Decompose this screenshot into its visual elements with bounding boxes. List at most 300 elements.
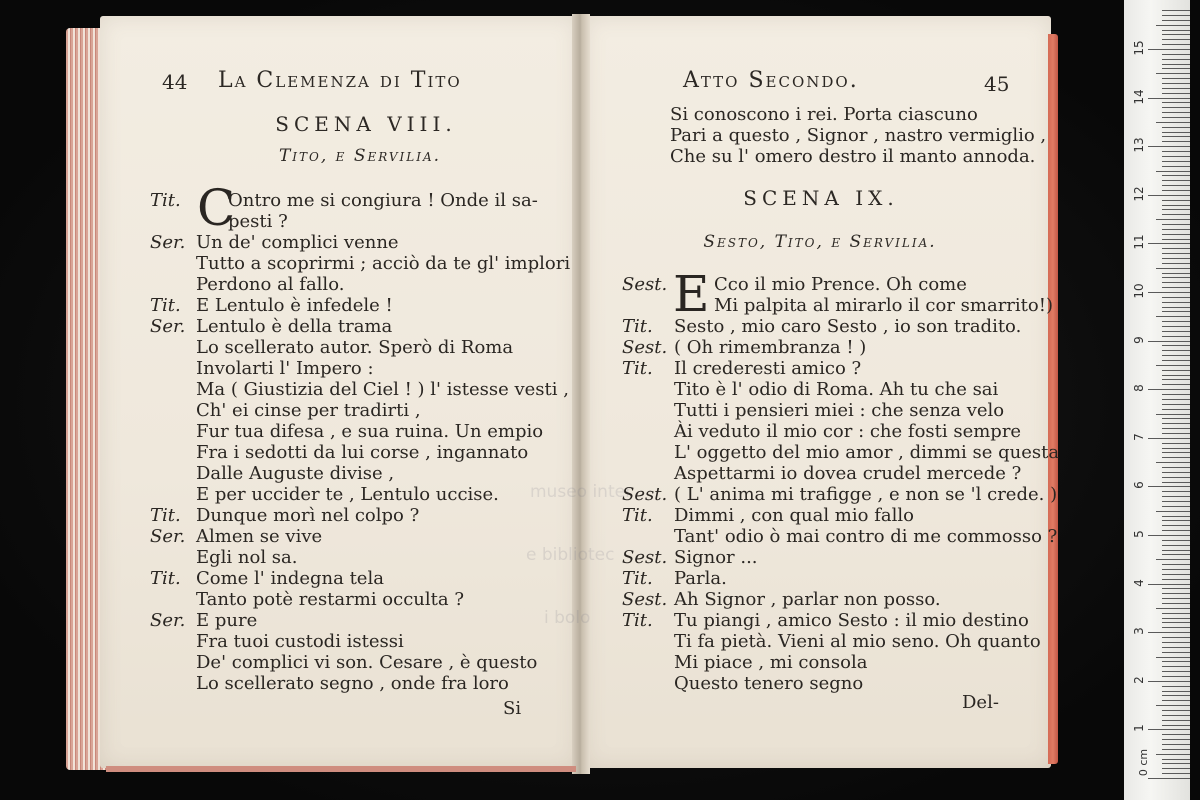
ruler-tick (1148, 681, 1190, 682)
ruler-tick (1162, 360, 1190, 361)
persons-right: Sesto, Tito, e Servilia. (703, 232, 937, 252)
verse-line (670, 125, 1047, 146)
verse-line (150, 442, 560, 463)
ruler-tick (1156, 462, 1190, 463)
verse-text: Tant' odio ò mai contro di me commosso ? (674, 526, 1058, 547)
ruler-number: 4 (1132, 578, 1146, 587)
verse-text: Mi palpita al mirarlo il cor smarrito!) (714, 295, 1053, 316)
verse-line (150, 316, 560, 337)
ruler-tick (1162, 666, 1190, 667)
ruler-tick (1162, 258, 1190, 259)
verse-text: Dimmi , con qual mio fallo (674, 505, 914, 526)
verse-line (622, 316, 1022, 337)
ruler-tick (1162, 457, 1190, 458)
ruler-tick (1162, 399, 1190, 400)
verse-text: pesti ? (228, 211, 288, 232)
ruler-tick (1162, 180, 1190, 181)
verse-text: Lentulo è della trama (196, 316, 393, 337)
ruler-tick (1162, 423, 1190, 424)
ruler-tick (1162, 564, 1190, 565)
ruler-tick (1156, 268, 1190, 269)
verse-text: Pari a questo , Signor , nastro vermiglio , (670, 125, 1047, 146)
verse-text: Fra i sedotti da lui corse , ingannato (196, 442, 529, 463)
ruler-tick (1162, 404, 1190, 405)
verse-text: Si conoscono i rei. Porta ciascuno (670, 104, 978, 125)
ruler-tick (1162, 482, 1190, 483)
ruler-tick (1162, 384, 1190, 385)
speaker-label: Sest. (622, 337, 668, 358)
ruler-tick (1162, 44, 1190, 45)
ruler-tick (1162, 277, 1190, 278)
ruler-number: 5 (1132, 530, 1146, 538)
ruler-tick (1162, 554, 1190, 555)
catchword-left: Si (503, 698, 522, 719)
ruler-tick (1162, 695, 1190, 696)
watermark-line: e bibliotec (526, 545, 615, 565)
ruler-tick (1148, 292, 1190, 293)
ruler-tick (1162, 336, 1190, 337)
ruler-number: 8 (1132, 384, 1146, 393)
ruler-tick (1148, 195, 1190, 196)
scale-ruler (1124, 0, 1190, 800)
ruler-tick (1162, 763, 1190, 764)
ruler-tick (1162, 647, 1190, 648)
verse-line (150, 589, 560, 610)
ruler-tick (1162, 433, 1190, 434)
verse-line (150, 379, 569, 400)
verse-line (150, 190, 560, 211)
verse-text: Come l' indegna tela (196, 568, 384, 589)
verse-line (622, 337, 1022, 358)
verse-line (150, 463, 560, 484)
ruler-tick (1148, 486, 1190, 487)
verse-line (150, 274, 560, 295)
ruler-tick (1162, 239, 1190, 240)
verse-text: Questo tenero segno (674, 673, 864, 694)
ruler-number: 2 (1132, 675, 1146, 684)
verse-line (622, 274, 1022, 295)
verse-text: Aspettarmi io dovea crudel mercede ? (674, 463, 1022, 484)
running-head-left: La Clemenza di Tito (218, 68, 462, 93)
ruler-tick (1156, 559, 1190, 560)
ruler-tick (1162, 379, 1190, 380)
speaker-label: Sest. (622, 274, 668, 295)
verse-text: Perdono al fallo. (196, 274, 345, 295)
ruler-tick (1162, 409, 1190, 410)
ruler-tick (1162, 715, 1190, 716)
ruler-number: 12 (1132, 186, 1146, 202)
verse-text: Ma ( Giustizia del Ciel ! ) l' istesse vesti , (196, 379, 569, 400)
ruler-tick (1162, 107, 1190, 108)
ruler-tick (1162, 540, 1190, 541)
ruler-tick (1162, 321, 1190, 322)
ruler-tick (1156, 754, 1190, 755)
verse-line (622, 631, 1041, 652)
ruler-tick (1162, 477, 1190, 478)
verse-text: Ài veduto il mio cor : che fosti sempre (674, 421, 1022, 442)
verse-text: Parla. (674, 568, 727, 589)
ruler-tick (1162, 78, 1190, 79)
verse-text: E pure (196, 610, 258, 631)
ruler-tick (1162, 627, 1190, 628)
ruler-tick (1162, 661, 1190, 662)
speaker-label: Ser. (150, 232, 186, 253)
ruler-tick (1148, 729, 1190, 730)
verse-text: Tutto a scoprirmi ; acciò da te gl' implori (196, 253, 571, 274)
ruler-tick (1162, 720, 1190, 721)
ruler-tick (1162, 253, 1190, 254)
verse-line (622, 358, 1022, 379)
right-top-text-block (670, 104, 1047, 167)
verse-line (622, 568, 1022, 589)
verse-line (150, 652, 560, 673)
drop-cap-right: E (673, 265, 710, 323)
verse-text: ( Oh rimembranza ! ) (674, 337, 867, 358)
ruler-tick (1162, 642, 1190, 643)
ruler-number: 6 (1132, 481, 1146, 490)
ruler-number: 14 (1132, 88, 1146, 105)
speaker-label: Tit. (622, 505, 653, 526)
verse-text: Ti fa pietà. Vieni al mio seno. Oh quanto (674, 631, 1041, 652)
ruler-tick (1156, 316, 1190, 317)
ruler-tick (1162, 132, 1190, 133)
ruler-tick (1162, 448, 1190, 449)
ruler-tick (1162, 229, 1190, 230)
ruler-tick (1162, 93, 1190, 94)
ruler-number: 11 (1132, 234, 1146, 251)
verse-text: Tito è l' odio di Roma. Ah tu che sai (674, 379, 999, 400)
verse-line (670, 146, 1036, 167)
ruler-unit-label: 0 cm (1137, 748, 1151, 777)
ruler-tick (1162, 331, 1190, 332)
ruler-tick (1162, 370, 1190, 371)
verse-line (670, 104, 1030, 125)
verse-line (622, 526, 1058, 547)
speaker-label: Tit. (622, 610, 653, 631)
verse-text: Fra tuoi custodi istessi (196, 631, 404, 652)
ruler-tick (1162, 773, 1190, 774)
speaker-label: Tit. (150, 295, 181, 316)
ruler-tick (1162, 613, 1190, 614)
ruler-tick (1162, 710, 1190, 711)
watermark-line: i bolo (544, 608, 591, 628)
ruler-tick (1162, 151, 1190, 152)
verse-text: Ontro me si congiura ! Onde il sa- (228, 190, 538, 211)
ruler-tick (1162, 263, 1190, 264)
speaker-label: Tit. (622, 316, 653, 337)
verse-text: Egli nol sa. (196, 547, 298, 568)
verse-line (622, 505, 1022, 526)
ruler-tick (1162, 209, 1190, 210)
ruler-tick (1162, 686, 1190, 687)
ruler-tick (1148, 389, 1190, 390)
page-number-right: 45 (984, 72, 1010, 96)
verse-line (150, 673, 560, 694)
speaker-label: Tit. (622, 358, 653, 379)
ruler-tick (1162, 234, 1190, 235)
verse-text: Signor ... (674, 547, 758, 568)
ruler-tick (1162, 214, 1190, 215)
persons-left: Tito, e Servilia. (278, 146, 442, 166)
verse-line (150, 421, 560, 442)
verse-text: L' oggetto del mio amor , dimmi se questa (674, 442, 1060, 463)
verse-line (622, 589, 1022, 610)
ruler-tick (1162, 297, 1190, 298)
ruler-tick (1156, 365, 1190, 366)
verse-line (150, 568, 560, 589)
ruler-tick (1162, 127, 1190, 128)
ruler-tick (1162, 141, 1190, 142)
verse-line (622, 652, 1022, 673)
ruler-tick (1162, 603, 1190, 604)
ruler-tick (1162, 112, 1190, 113)
verse-line (150, 211, 560, 232)
verse-line (150, 505, 560, 526)
ruler-tick (1162, 88, 1190, 89)
scene-title-left: SCENA VIII. (275, 112, 457, 136)
verse-line (622, 463, 1022, 484)
ruler-tick (1162, 579, 1190, 580)
verse-line (622, 484, 1058, 505)
verse-text: Involarti l' Impero : (196, 358, 374, 379)
ruler-tick (1162, 530, 1190, 531)
book-gutter (572, 14, 590, 774)
verse-text: Un de' complici venne (196, 232, 399, 253)
verse-text: Mi piace , mi consola (674, 652, 868, 673)
ruler-tick (1162, 20, 1190, 21)
ruler-tick (1162, 520, 1190, 521)
ruler-tick (1162, 506, 1190, 507)
ruler-tick (1162, 637, 1190, 638)
ruler-tick (1162, 68, 1190, 69)
verse-line (150, 253, 571, 274)
ruler-tick (1162, 54, 1190, 55)
verse-text: Tutti i pensieri miei : che senza velo (674, 400, 1005, 421)
ruler-tick (1162, 501, 1190, 502)
ruler-tick (1162, 452, 1190, 453)
ruler-tick (1148, 49, 1190, 50)
verse-text: Ch' ei cinse per tradirti , (196, 400, 421, 421)
running-head-right: Atto Secondo. (683, 68, 859, 93)
ruler-tick (1162, 691, 1190, 692)
ruler-tick (1162, 15, 1190, 16)
speaker-label: Tit. (150, 190, 181, 211)
ruler-tick (1162, 136, 1190, 137)
ruler-tick (1162, 307, 1190, 308)
ruler-tick (1162, 10, 1190, 11)
ruler-tick (1162, 273, 1190, 274)
verse-text: Dalle Auguste divise , (196, 463, 395, 484)
page-edges-right (1048, 34, 1058, 764)
ruler-tick (1162, 190, 1190, 191)
ruler-tick (1156, 73, 1190, 74)
ruler-tick (1156, 705, 1190, 706)
verse-text: Cco il mio Prence. Oh come (714, 274, 967, 295)
ruler-tick (1162, 350, 1190, 351)
ruler-tick (1162, 428, 1190, 429)
verse-line (150, 232, 560, 253)
ruler-tick (1148, 535, 1190, 536)
ruler-tick (1156, 608, 1190, 609)
verse-line (150, 400, 560, 421)
ruler-tick (1148, 146, 1190, 147)
ruler-tick (1162, 175, 1190, 176)
verse-text: E per uccider te , Lentulo uccise. (196, 484, 499, 505)
verse-text: Dunque morì nel colpo ? (196, 505, 420, 526)
ruler-number: 7 (1132, 432, 1146, 441)
verse-text: Tanto potè restarmi occulta ? (196, 589, 464, 610)
speaker-label: Tit. (150, 568, 181, 589)
verse-line (150, 547, 560, 568)
ruler-tick (1162, 156, 1190, 157)
speaker-label: Ser. (150, 316, 186, 337)
ruler-tick (1162, 725, 1190, 726)
ruler-tick (1162, 64, 1190, 65)
verse-line (622, 610, 1029, 631)
verse-line (622, 295, 1053, 316)
page-number-left: 44 (162, 70, 188, 94)
ruler-tick (1162, 588, 1190, 589)
verse-text: E Lentulo è infedele ! (196, 295, 393, 316)
verse-line (150, 631, 560, 652)
ruler-tick (1162, 302, 1190, 303)
catchword-right: Del- (962, 692, 999, 713)
speaker-label: Sest. (622, 547, 668, 568)
verse-line (150, 358, 560, 379)
ruler-tick (1162, 768, 1190, 769)
ruler-tick (1162, 749, 1190, 750)
ruler-tick (1162, 200, 1190, 201)
verse-line (150, 337, 560, 358)
ruler-tick (1162, 287, 1190, 288)
ruler-tick (1162, 491, 1190, 492)
ruler-number: 10 (1132, 283, 1146, 299)
watermark-line: museo inter (530, 482, 633, 502)
ruler-tick (1162, 224, 1190, 225)
ruler-tick (1162, 676, 1190, 677)
ruler-tick (1162, 375, 1190, 376)
ruler-tick (1162, 248, 1190, 249)
ruler-tick (1162, 467, 1190, 468)
ruler-number: 9 (1132, 335, 1146, 344)
ruler-tick (1162, 345, 1190, 346)
ruler-tick (1156, 511, 1190, 512)
speaker-label: Tit. (150, 505, 181, 526)
ruler-number: 15 (1132, 40, 1146, 56)
verse-text: ( L' anima mi trafigge , e non se 'l crede. ) (674, 484, 1058, 505)
ruler-tick (1162, 282, 1190, 283)
ruler-tick (1162, 166, 1190, 167)
ruler-tick (1156, 171, 1190, 172)
verse-line (150, 610, 560, 631)
ruler-tick (1162, 39, 1190, 40)
verse-text: Lo scellerato autor. Sperò di Roma (196, 337, 514, 358)
ruler-tick (1162, 569, 1190, 570)
ruler-tick (1148, 632, 1190, 633)
drop-cap-left: C (197, 179, 236, 237)
ruler-tick (1148, 778, 1190, 779)
speaker-label: Sest. (622, 484, 668, 505)
ruler-tick (1162, 652, 1190, 653)
verse-line (622, 442, 1060, 463)
ruler-tick (1162, 744, 1190, 745)
ruler-tick (1156, 25, 1190, 26)
ruler-tick (1162, 525, 1190, 526)
verse-line (150, 295, 560, 316)
ruler-tick (1156, 414, 1190, 415)
ruler-number: 1 (1132, 724, 1146, 733)
speaker-label: Ser. (150, 526, 186, 547)
speaker-label: Ser. (150, 610, 186, 631)
ruler-tick (1162, 83, 1190, 84)
ruler-tick (1148, 98, 1190, 99)
ruler-tick (1162, 34, 1190, 35)
verse-text: De' complici vi son. Cesare , è questo (196, 652, 538, 673)
verse-line (622, 379, 1022, 400)
ruler-tick (1162, 622, 1190, 623)
ruler-tick (1148, 243, 1190, 244)
ruler-number: 13 (1132, 137, 1146, 153)
ruler-tick (1162, 545, 1190, 546)
verse-text: Sesto , mio caro Sesto , io son tradito. (674, 316, 1022, 337)
verse-line (150, 484, 560, 505)
ruler-tick (1162, 205, 1190, 206)
ruler-tick (1156, 219, 1190, 220)
speaker-label: Sest. (622, 589, 668, 610)
ruler-tick (1162, 185, 1190, 186)
verse-line (622, 673, 1022, 694)
ruler-tick (1162, 326, 1190, 327)
verse-text: Fur tua difesa , e sua ruina. Un empio (196, 421, 544, 442)
ruler-tick (1162, 394, 1190, 395)
ruler-tick (1148, 438, 1190, 439)
ruler-tick (1162, 496, 1190, 497)
ruler-tick (1162, 472, 1190, 473)
verse-text: Lo scellerato segno , onde fra loro (196, 673, 509, 694)
ruler-tick (1162, 161, 1190, 162)
page-edges-bottom (106, 766, 576, 772)
right-text-block (622, 265, 1060, 694)
ruler-tick (1162, 59, 1190, 60)
ruler-tick (1162, 102, 1190, 103)
ruler-tick (1162, 593, 1190, 594)
verse-text: Che su l' omero destro il manto annoda. (670, 146, 1036, 167)
ruler-tick (1162, 598, 1190, 599)
speaker-label: Tit. (622, 568, 653, 589)
ruler-number: 3 (1132, 627, 1146, 636)
ruler-tick (1148, 341, 1190, 342)
ruler-tick (1162, 418, 1190, 419)
ruler-tick (1156, 657, 1190, 658)
ruler-tick (1162, 117, 1190, 118)
ruler-tick (1162, 355, 1190, 356)
ruler-tick (1162, 759, 1190, 760)
verse-text: Ah Signor , parlar non posso. (674, 589, 941, 610)
ruler-tick (1162, 516, 1190, 517)
ruler-tick (1162, 618, 1190, 619)
ruler-tick (1162, 700, 1190, 701)
verse-text: Almen se vive (196, 526, 323, 547)
verse-line (622, 547, 1022, 568)
verse-text: Tu piangi , amico Sesto : il mio destino (674, 610, 1029, 631)
ruler-tick (1148, 584, 1190, 585)
ruler-tick (1162, 311, 1190, 312)
ruler-tick (1162, 30, 1190, 31)
ruler-tick (1162, 443, 1190, 444)
ruler-tick (1162, 734, 1190, 735)
ruler-tick (1162, 671, 1190, 672)
verse-line (622, 421, 1022, 442)
